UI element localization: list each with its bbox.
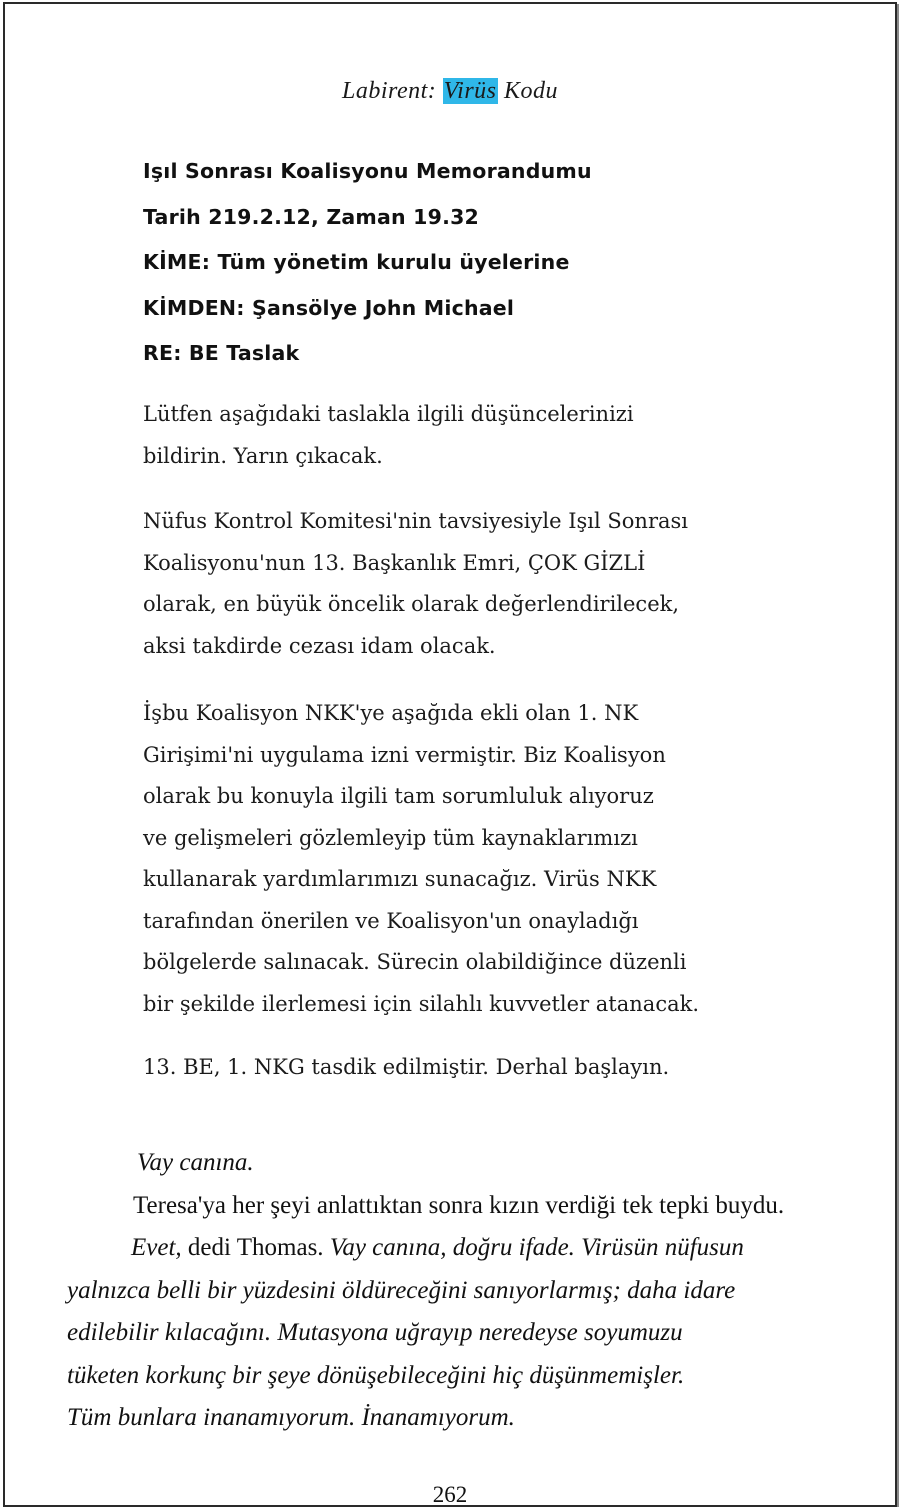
narrative-text bbox=[67, 1142, 847, 1440]
memo-subject: RE: BE Taslak bbox=[143, 341, 300, 365]
text-line: Girişimi'ni uygulama izni vermiştir. Biz Koalisyon bbox=[143, 742, 666, 767]
narrative-italic: Evet, bbox=[131, 1234, 182, 1261]
narrative-line: edilebilir kılacağını. Mutasyona uğrayıp neredeyse soyumuzu bbox=[67, 1319, 683, 1346]
narrative-line: yalnızca belli bir yüzdesini öldüreceğini sanıyorlarmış; daha idare bbox=[67, 1276, 736, 1304]
memo-paragraph bbox=[143, 394, 803, 477]
page-number: 262 bbox=[432, 1482, 468, 1507]
memo-header bbox=[143, 149, 763, 377]
narrative-line: Tüm bunlara inanamıyorum. İnanamıyorum. bbox=[67, 1404, 515, 1431]
search-highlight: Virüs bbox=[443, 78, 497, 104]
text-line: olarak bu konuyla ilgili tam sorumluluk alıyoruz bbox=[143, 784, 654, 808]
book-page bbox=[3, 2, 897, 1507]
narrative-roman: dedi Thomas. bbox=[181, 1234, 330, 1261]
text-line: bir şekilde ilerlemesi için silahlı kuvvetler atanacak. bbox=[143, 991, 699, 1016]
text-line: olarak, en büyük öncelik olarak değerlendirilecek, bbox=[143, 592, 680, 616]
running-head bbox=[5, 78, 895, 105]
text-line: Lütfen aşağıdaki taslakla ilgili düşüncelerinizi bbox=[143, 402, 634, 426]
text-line: bölgelerde salınacak. Sürecin olabildiğince düzenli bbox=[143, 950, 687, 974]
memo-body bbox=[143, 394, 803, 1113]
narrative-line bbox=[67, 1227, 847, 1270]
text-line: bildirin. Yarın çıkacak. bbox=[143, 443, 383, 468]
memo-date: Tarih 219.2.12, Zaman 19.32 bbox=[143, 204, 479, 229]
memo-paragraph bbox=[143, 693, 803, 1025]
running-head-title: Labirent: bbox=[341, 78, 443, 104]
memo-paragraph bbox=[143, 1047, 803, 1089]
text-line: İşbu Koalisyon NKK'ye aşağıda ekli olan 1. NK bbox=[143, 701, 639, 725]
text-line: kullanarak yardımlarımızı sunacağız. Virüs NKK bbox=[143, 867, 657, 891]
narrative-line: Teresa'ya her şeyi anlattıktan sonra kızın verdiği tek tepki buydu. bbox=[133, 1191, 785, 1219]
narrative-italic: Vay canına, doğru ifade. Virüsün nüfusun bbox=[329, 1234, 744, 1261]
text-line: tarafından önerilen ve Koalisyon'un onayladığı bbox=[143, 908, 639, 933]
memo-to: KİME: Tüm yönetim kurulu üyelerine bbox=[143, 250, 570, 274]
narrative-line: tüketen korkunç bir şeye dönüşebileceğini hiç düşünmemişler. bbox=[67, 1361, 685, 1389]
text-line: 13. BE, 1. NKG tasdik edilmiştir. Derhal başlayın. bbox=[143, 1055, 670, 1079]
text-line: Nüfus Kontrol Komitesi'nin tavsiyesiyle Işıl Sonrası bbox=[143, 509, 688, 533]
memo-from: KİMDEN: Şansölye John Michael bbox=[143, 295, 515, 320]
memo-paragraph bbox=[143, 501, 803, 667]
memo-title: Işıl Sonrası Koalisyonu Memorandumu bbox=[143, 159, 592, 183]
text-line: ve gelişmeleri gözlemleyip tüm kaynaklarımızı bbox=[143, 825, 638, 850]
text-line: aksi takdirde cezası idam olacak. bbox=[143, 633, 496, 658]
text-line: Koalisyonu'nun 13. Başkanlık Emri, ÇOK GİZLİ bbox=[143, 550, 646, 575]
narrative-line: Vay canına. bbox=[137, 1149, 254, 1176]
running-head-subtitle: Kodu bbox=[497, 78, 559, 104]
